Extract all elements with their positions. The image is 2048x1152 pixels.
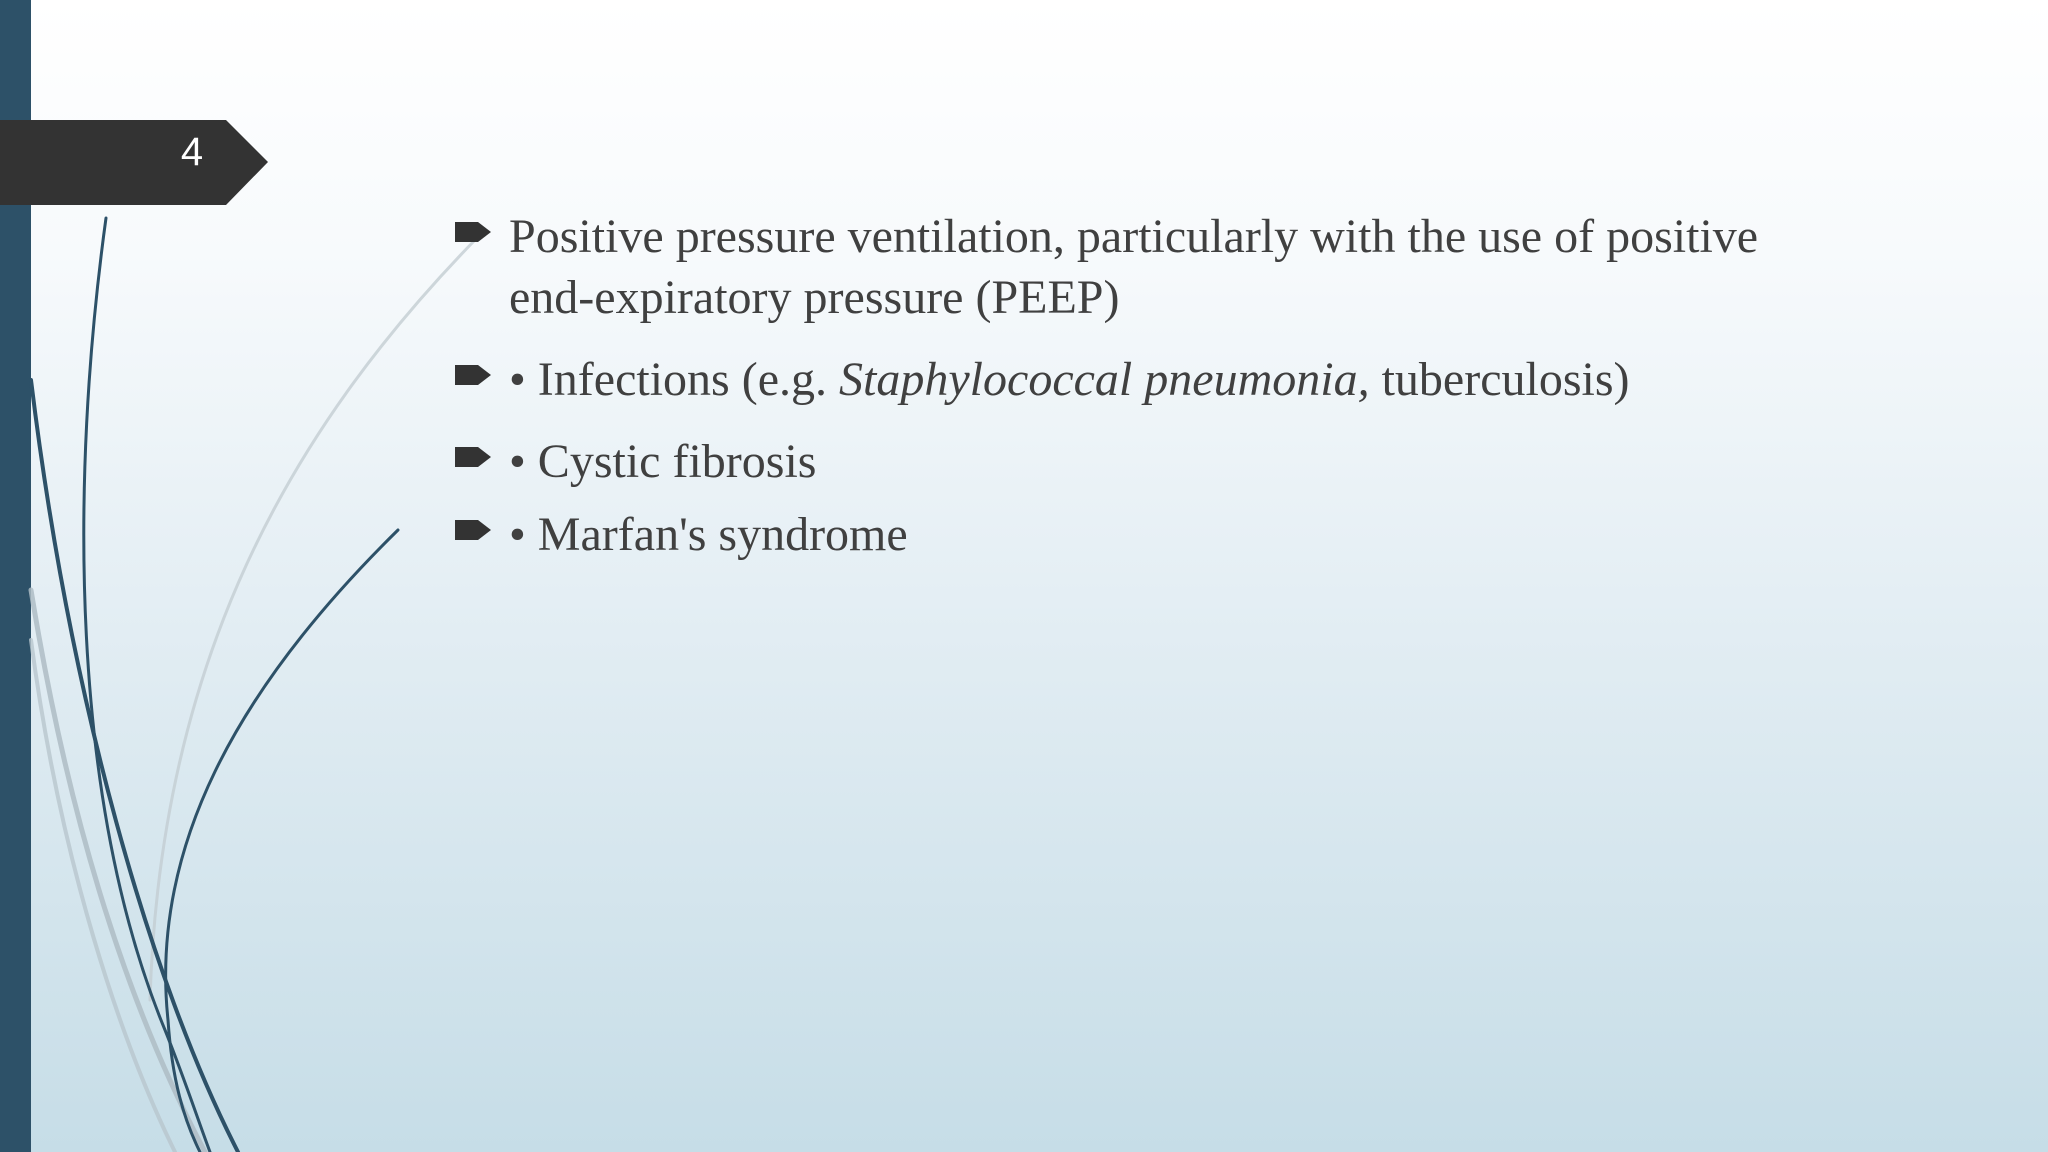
bullet-text-after: tuberculosis) xyxy=(1369,353,1630,406)
bullet-text-line-1: Positive pressure ventilation, particularly with the use of positive xyxy=(509,210,1759,263)
bullet-text: • Marfan's syndrome xyxy=(509,508,908,561)
arrow-right-icon xyxy=(453,360,493,390)
bullet-item-infections xyxy=(450,349,1870,410)
swoosh-dark-1 xyxy=(31,380,238,1152)
arrow-right-icon xyxy=(453,515,493,545)
bullet-list xyxy=(450,206,1870,586)
bullet-text-italic: Staphylococcal pneumonia, xyxy=(839,353,1370,406)
swoosh-dark-2 xyxy=(84,218,210,1152)
bullet-text-line-2: end-expiratory pressure (PEEP) xyxy=(509,271,1120,324)
slide-number-tab xyxy=(0,120,268,205)
bullet-item-marfan xyxy=(450,504,1870,565)
bullet-item-cystic-fibrosis xyxy=(450,431,1870,492)
slide-number: 4 xyxy=(180,130,204,174)
swoosh-gray-3 xyxy=(150,240,475,1000)
bullet-item-ventilation xyxy=(450,206,1870,328)
arrow-right-icon xyxy=(453,217,493,247)
swoosh-dark-3 xyxy=(166,530,398,1152)
bullet-text: • Cystic fibrosis xyxy=(509,435,817,488)
arrow-right-icon xyxy=(453,442,493,472)
bullet-text-before: • Infections (e.g. xyxy=(509,353,840,406)
